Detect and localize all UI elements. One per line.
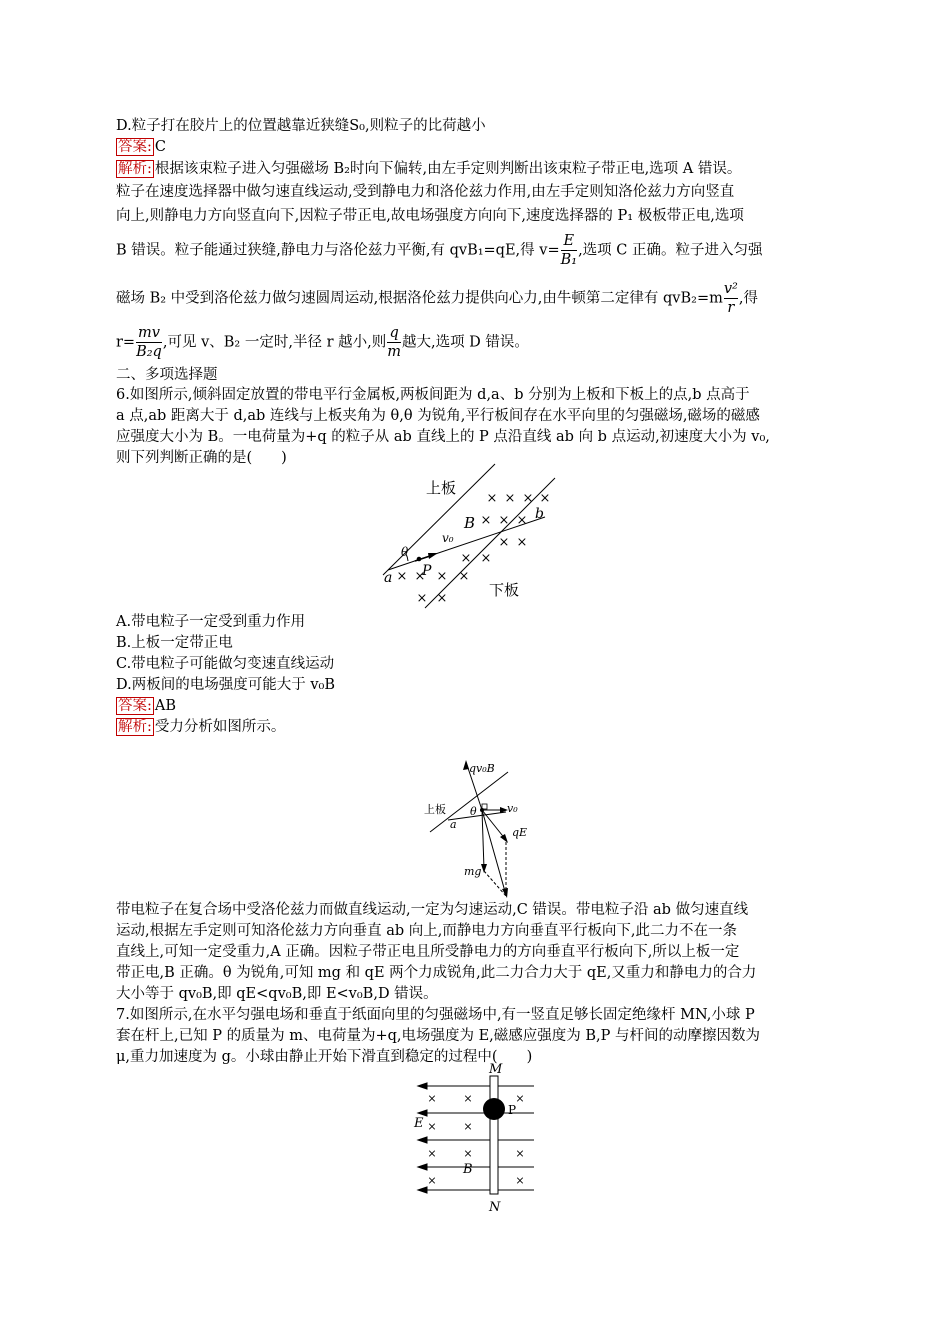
force-label-upper: 上板 [424,803,446,816]
q7-stem-line-3: μ,重力加速度为 g。小球由静止开始下滑直到稳定的过程中( ) [116,1049,533,1065]
q6-stem-line-2: a 点,ab 距离大于 d,ab 连线与上板夹角为 θ,θ 为锐角,平行板间存在水平向里的匀强磁场,磁场的磁感 [116,408,760,424]
q6-option-d: D.两板间的电场强度可能大于 v₀B [116,677,335,693]
svg-text:×: × [396,569,408,584]
rod-label-m: M [489,1062,503,1077]
svg-text:×: × [414,569,426,584]
svg-text:×: × [436,569,448,584]
svg-text:×: × [436,591,448,606]
svg-text:×: × [539,491,551,506]
force-label-theta: θ [470,805,477,818]
q5-analysis-line-1: 解析: 根据该束粒子进入匀强磁场 B₂时向下偏转,由左手定则判断出该束粒子带正电,选项 A 错误。 [118,161,742,177]
fraction-q-over-m: $\frac{q}{m}$ [387,325,401,360]
fraction-mv-over-b2q: $\frac{mv}{\text{B₂q}}$ [136,325,162,360]
q6-analysis-line-2: 运动,根据左手定则可知洛伦兹力方向垂直 ab 向上,而静电力方向垂直平行板向下,此二力不在一条 [116,923,737,939]
q6-force-figure [422,758,542,900]
q7-rod-figure [410,1060,540,1216]
rod-label-b: B [463,1162,473,1177]
fraction-e-over-b1: $\frac{E}{\text{B₁}}$ [560,233,578,268]
answer-value: AB [154,698,177,714]
fig-label-v0: v₀ [442,531,454,545]
svg-text:×: × [416,591,428,606]
svg-text:×: × [516,535,528,550]
svg-text:×: × [463,1092,473,1105]
answer-tag: 答案: [118,698,152,714]
svg-text:×: × [460,551,472,566]
svg-text:×: × [498,535,510,550]
q5-analysis-line-2: 粒子在速度选择器中做匀速直线运动,受到静电力和洛伦兹力作用,由左手定则知洛伦兹力方向竖直 [116,184,735,200]
force-label-mg: mg [464,865,482,878]
force-label-v0: v₀ [507,802,518,815]
force-label-qv0b: qv₀B [469,762,495,775]
q7-stem-line-2: 套在杆上,已知 P 的质量为 m、电荷量为+q,电场强度为 E,磁感应强度为 B,P 与杆间的动摩擦因数为 [116,1028,761,1044]
svg-text:×: × [427,1092,437,1105]
rod-label-e: E [414,1116,424,1131]
q6-option-c: C.带电粒子可能做匀变速直线运动 [116,656,335,672]
svg-text:×: × [516,513,528,528]
q6-option-b: B.上板一定带正电 [116,635,233,651]
q6-answer-line [116,696,176,716]
q7-stem-line-1: 7.如图所示,在水平匀强电场和垂直于纸面向里的匀强磁场中,有一竖直足够长固定绝缘杆 MN,小球 P [116,1007,755,1023]
q5-analysis-line-3: 向上,则静电力方向竖直向下,因粒子带正电,故电场强度方向向下,速度选择器的 P₁ 极板带正电,选项 [116,208,744,224]
analysis-tag: 解析: [118,719,152,735]
rod-label-n: N [489,1200,501,1215]
q6-analysis-line-1: 带电粒子在复合场中受洛伦兹力而做直线运动,一定为匀速运动,C 错误。带电粒子沿 ab 做匀速直线 [116,902,749,918]
svg-text:×: × [427,1120,437,1133]
q5-answer-line [116,137,166,157]
svg-text:×: × [463,1147,473,1160]
svg-text:×: × [458,569,470,584]
svg-text:×: × [522,491,534,506]
fig-label-p: P [422,563,432,579]
fig-label-b: b [535,506,544,522]
q6-stem-line-1: 6.如图所示,倾斜固定放置的带电平行金属板,两板间距为 d,a、b 分别为上板和下板上的点,b 点高于 [116,387,750,403]
fraction-v2-over-r: $\frac{\text{v²}}{r}$ [723,281,738,316]
answer-tag: 答案: [118,139,152,155]
svg-text:×: × [515,1174,525,1187]
svg-text:×: × [515,1092,525,1105]
fig-label-lower: 下板 [489,581,520,599]
force-label-qe: qE [512,826,528,839]
answer-value: C [154,139,166,155]
svg-text:×: × [463,1120,473,1133]
q6-analysis-line-4: 带正电,B 正确。θ 为锐角,可知 mg 和 qE 两个力成锐角,此二力合力大于 qE,又重力和静电力的合力 [116,965,757,981]
svg-text:×: × [486,491,498,506]
analysis-tag: 解析: [118,161,152,177]
svg-text:×: × [504,491,516,506]
fig-label-theta: θ [401,545,409,559]
q5-option-d: D.粒子打在胶片上的位置越靠近狭缝S₀,则粒子的比荷越小 [116,118,486,134]
rod-label-p: P [508,1103,517,1117]
q6-plates-figure [380,458,570,610]
q6-analysis-intro: 解析: 受力分析如图所示。 [118,719,286,735]
q6-stem-line-4: 则下列判断正确的是( ) [116,450,287,466]
svg-text:×: × [480,513,492,528]
q5-analysis-line-4: B 错误。粒子能通过狭缝,静电力与洛伦兹力平衡,有 qvB₁=qE,得 v= $\frac{E}{\text{B₁}}$ ,选项 C 正确。粒子进入匀强 [116,233,763,268]
q6-stem-line-3: 应强度大小为 B。一电荷量为+q 的粒子从 ab 直线上的 P 点沿直线 ab 向 b 点运动,初速度大小为 v₀, [116,429,770,445]
force-label-a: a [450,818,457,831]
svg-text:×: × [498,513,510,528]
svg-text:×: × [427,1174,437,1187]
fig-label-b-field: B [464,514,476,532]
q6-analysis-line-5: 大小等于 qv₀B,即 qE<qv₀B,即 E<v₀B,D 错误。 [116,986,438,1002]
svg-text:×: × [480,551,492,566]
fig-label-a: a [384,570,393,586]
q6-option-a: A.带电粒子一定受到重力作用 [116,614,306,630]
svg-text:×: × [427,1147,437,1160]
q5-analysis-line-6: r= $\frac{mv}{\text{B₂q}}$ ,可见 v、B₂ 一定时,半径 r 越小,则 $\frac{q}{m}$ 越大,选项 D 错误。 [116,325,529,360]
fig-label-upper: 上板 [426,479,457,497]
q6-analysis-line-3: 直线上,可知一定受重力,A 正确。因粒子带正电且所受静电力的方向垂直平行板向下,所以上板一定 [116,944,740,960]
section-heading: 二、多项选择题 [116,367,218,383]
svg-text:×: × [515,1147,525,1160]
q5-analysis-line-5: 磁场 B₂ 中受到洛伦兹力做匀速圆周运动,根据洛伦兹力提供向心力,由牛顿第二定律有 qvB₂=m $\frac{\text{v²}}{r}$ ,得 [116,281,758,316]
